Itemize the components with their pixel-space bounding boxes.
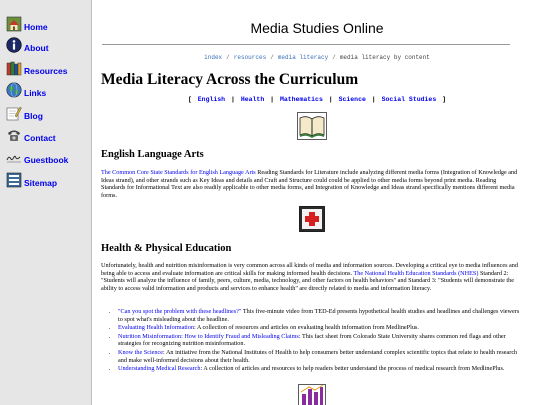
phone-icon [6, 127, 22, 143]
house-icon [6, 16, 22, 32]
english-text: Reading Standards for Literature include analyzing different media forms (Integration of Knowledge and Ideas strand), and other strands such as Key Ideas and details and Craft and Structure could could be applied to other media forms beyond print media. Reading Standards for Informational Text are also readily applicable to other media forms, and Integration of Knowledge and Ideas strand specifically mentions different media forms. [101, 169, 518, 199]
sidebar-item-label: Guestbook [24, 155, 69, 165]
subject-link-science[interactable]: Science [338, 96, 366, 103]
breadcrumb-separator: / [270, 54, 274, 61]
globe-icon [6, 82, 22, 98]
list-item-text: : A collection of resources and articles on evaluating health information from MedlinePlus. [193, 324, 419, 332]
section-heading-english: English Language Arts [101, 149, 204, 160]
sidebar-item-resources[interactable] [6, 60, 92, 80]
health-text-standards: Standard 2: "Students will analyze the influence of family, peers, culture, media, technology, and other factors on health behaviors" and Standard 3: "Students will demonstrate the ability to access valid information and products and services to enhance health" are directly related to media and information literacy. [101, 269, 514, 292]
sidebar-item-guestbook[interactable] [6, 149, 92, 169]
subject-nav-separator: | [371, 96, 376, 103]
sidebar-item-label: Blog [24, 111, 43, 121]
sidebar [0, 0, 92, 405]
sidebar-item-blog[interactable] [6, 105, 92, 125]
list-item-text: This five-minute video from TED-Ed presents hypothetical health studies and headlines and challenges viewers to spot what's misleading about the headline. [118, 308, 520, 323]
subject-nav-open: [ [187, 96, 192, 103]
list-item-text: : A collection of articles and resources to help readers better understand the process of medical research from MedlinePlus. [200, 365, 505, 373]
sidebar-item-contact[interactable] [6, 127, 92, 147]
subject-nav-separator: | [328, 96, 333, 103]
breadcrumb-current: media literacy by content [339, 54, 430, 61]
nhes-link[interactable]: The National Health Education Standards (NHES) [353, 269, 479, 277]
subject-link-social-studies[interactable]: Social Studies [381, 96, 437, 103]
sidebar-item-label: Resources [24, 66, 68, 76]
sidebar-item-label: About [24, 43, 49, 53]
section-heading-health: Health & Physical Education [101, 243, 232, 254]
subject-nav-separator: | [231, 96, 235, 103]
breadcrumb-resources[interactable]: resources [233, 54, 267, 61]
list-item-text: : An initiative from the National Institutes of Health to help consumers better understand complex scientific topics that relate to health research and make well-informed decisions about their health. [118, 348, 518, 364]
site-title: Media Studies Online [250, 20, 384, 36]
sidebar-item-about[interactable] [6, 37, 92, 57]
breadcrumb-media-literacy[interactable]: media literacy [277, 54, 329, 61]
subject-nav-close: ] [442, 96, 447, 103]
list-item [118, 308, 520, 323]
nutrition-misinformation-link[interactable]: Nutrition Misinformation: How to Identify Fraud and Misleading Claims [118, 332, 299, 340]
health-resource-list [102, 308, 520, 374]
page-title: Media Literacy Across the Curriculum [101, 71, 359, 88]
english-paragraph [101, 169, 519, 199]
medical-cross-icon [299, 206, 325, 232]
list-item [118, 349, 520, 364]
sidebar-item-links[interactable] [6, 82, 92, 102]
understanding-medical-research-link[interactable]: Understanding Medical Research [118, 365, 201, 373]
sidebar-item-home[interactable] [6, 16, 92, 36]
health-paragraph [101, 262, 519, 292]
health-text-intro: Unfortunately, health and nutrition misinformation is very common across all kinds of media and information sources. Developing a critical eye to media influences and being able to access and evaluate information are critical skills for making informed health decisions. [101, 262, 518, 277]
subject-nav-separator: | [270, 96, 275, 103]
breadcrumb-separator: / [226, 54, 230, 61]
breadcrumb [102, 54, 532, 61]
list-item-text: : This fact sheet from Colorado State University shares common red flags and other strategies for recognizing nutrition misinformation. [118, 332, 506, 348]
subject-link-health[interactable]: Health [240, 96, 265, 103]
breadcrumb-index[interactable]: index [204, 54, 223, 61]
subject-link-mathematics[interactable]: Mathematics [279, 96, 323, 103]
sidebar-item-label: Contact [24, 133, 56, 143]
pencil-icon [6, 105, 22, 121]
sidebar-item-label: Home [24, 22, 48, 32]
subject-link-english[interactable]: English [197, 96, 226, 103]
common-core-ela-link[interactable]: The Common Core State Standards for English Language Arts [101, 169, 256, 176]
sidebar-item-label: Links [24, 88, 47, 98]
evaluating-health-info-link[interactable]: Evaluating Health Information [118, 324, 194, 332]
list-item [118, 365, 520, 373]
sidebar-item-label: Sitemap [24, 178, 58, 188]
signature-icon [6, 149, 22, 165]
info-icon [6, 37, 22, 53]
list-item [118, 333, 520, 348]
title-divider [102, 44, 510, 45]
know-the-science-link[interactable]: Know the Science [118, 348, 164, 356]
sidebar-item-sitemap[interactable] [6, 172, 92, 192]
books-icon [6, 60, 22, 76]
subject-nav [102, 96, 532, 103]
breadcrumb-separator: / [332, 54, 336, 61]
list-item [118, 324, 520, 332]
sitemap-icon [6, 172, 22, 188]
open-book-icon [297, 112, 327, 140]
ted-ed-headlines-link[interactable]: "Can you spot the problem with these headlines?" [118, 308, 242, 315]
bar-chart-icon [298, 384, 326, 405]
